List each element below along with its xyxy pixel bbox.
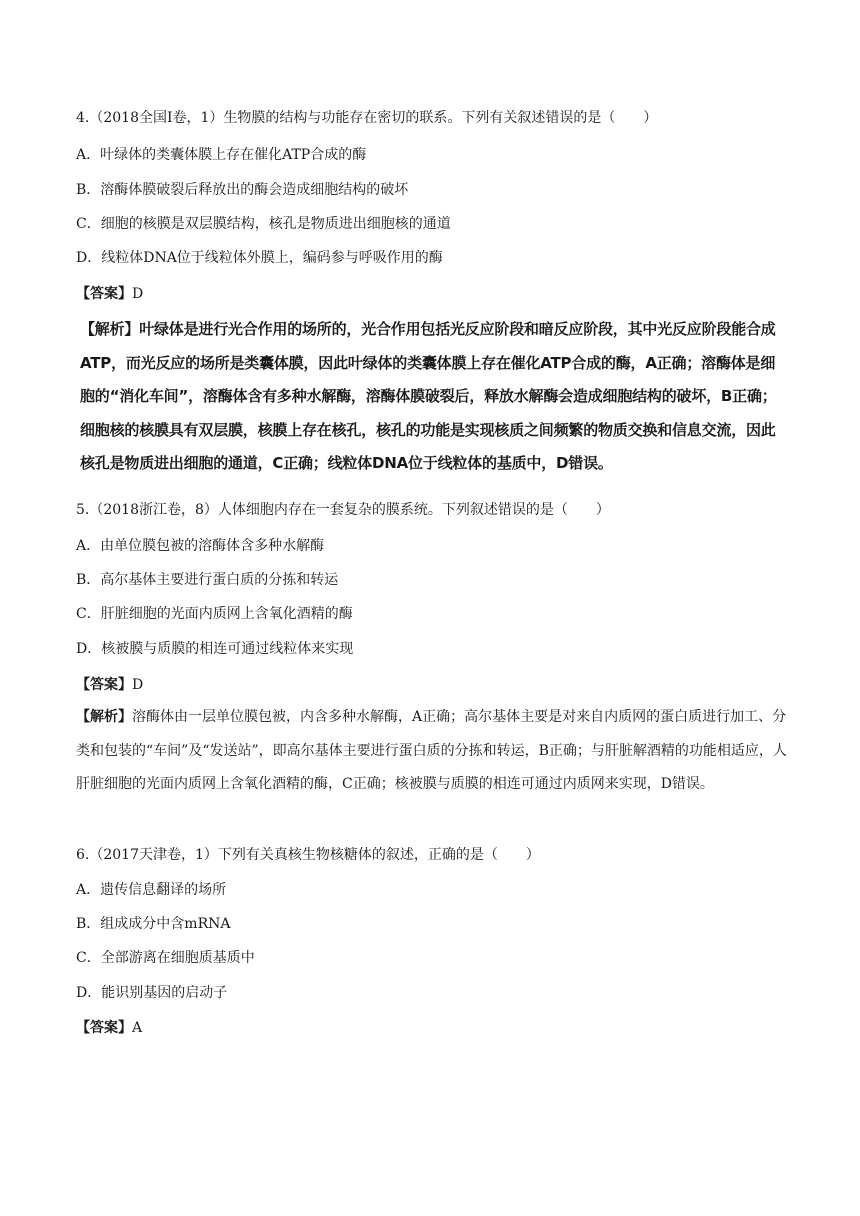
question-5-option-c: C．肝脏细胞的光面内质网上含氧化酒精的酶 [76, 606, 353, 622]
answer-value: A [132, 1020, 143, 1036]
question-5-option-d: D．核被膜与质膜的相连可通过线粒体来实现 [76, 641, 354, 657]
analysis-text: 溶酶体由一层单位膜包被，内含多种水解酶，A正确；高尔基体主要是对来自内质网的蛋白质进行加工、分类和包装的“车间”及“发送站”，即高尔基体主要进行蛋白质的分拣和转运，B正确；与肝脏解酒精的功能相适应，人肝脏细胞的光面内质网上含氧化酒精的酶，C正确；核被膜与质膜的相连可通过内质网来实现，D错误。 [76, 709, 787, 792]
question-4-option-c: C．细胞的核膜是双层膜结构，核孔是物质进出细胞核的通道 [76, 216, 451, 232]
answer-value: D [132, 286, 144, 302]
question-4-option-d: D．线粒体DNA位于线粒体外膜上，编码参与呼吸作用的酶 [76, 250, 443, 266]
analysis-tag: 【解析】 [80, 320, 140, 338]
question-6-stem: 6.（2017天津卷，1）下列有关真核生物核糖体的叙述，正确的是（ ） [76, 847, 540, 863]
answer-tag: 【答案】 [76, 286, 132, 302]
question-4-option-b: B．溶酶体膜破裂后释放出的酶会造成细胞结构的破坏 [76, 182, 409, 198]
question-5-stem: 5.（2018浙江卷，8）人体细胞内存在一套复杂的膜系统。下列叙述错误的是（ ） [76, 502, 610, 518]
question-6-answer [76, 1018, 142, 1038]
question-6-option-c: C．全部游离在细胞质基质中 [76, 950, 255, 966]
analysis-tag: 【解析】 [76, 709, 132, 725]
question-4-analysis [80, 313, 784, 481]
analysis-text: 叶绿体是进行光合作用的场所的，光合作用包括光反应阶段和暗反应阶段，其中光反应阶段能合成ATP，而光反应的场所是类囊体膜，因此叶绿体的类囊体膜上存在催化ATP合成的酶，A正确；溶酶体是细胞的“消化车间”，溶酶体含有多种水解酶，溶酶体膜破裂后，释放水解酶会造成细胞结构的破坏，B正确；细胞核的核膜具有双层膜，核膜上存在核孔，核孔的功能是实现核质之间频繁的物质交换和信息交流，因此核孔是物质进出细胞的通道，C正确；线粒体DNA位于线粒体的基质中，D错误。 [80, 320, 777, 472]
question-5-option-a: A．由单位膜包被的溶酶体含多种水解酶 [76, 538, 325, 554]
question-6-option-a: A．遗传信息翻译的场所 [76, 882, 227, 898]
question-4-option-a: A．叶绿体的类囊体膜上存在催化ATP合成的酶 [76, 147, 367, 163]
question-4-answer [76, 284, 143, 304]
question-6-option-d: D．能识别基因的启动子 [76, 985, 228, 1001]
question-5-analysis [76, 701, 788, 802]
answer-value: D [132, 677, 144, 693]
question-6-option-b: B．组成成分中含mRNA [76, 916, 231, 932]
answer-tag: 【答案】 [76, 677, 132, 693]
question-5-option-b: B．高尔基体主要进行蛋白质的分拣和转运 [76, 572, 339, 588]
question-5-answer [76, 675, 143, 695]
answer-tag: 【答案】 [76, 1020, 132, 1036]
question-4-stem: 4.（2018全国Ⅰ卷，1）生物膜的结构与功能存在密切的联系。下列有关叙述错误的是（ ） [76, 110, 658, 126]
